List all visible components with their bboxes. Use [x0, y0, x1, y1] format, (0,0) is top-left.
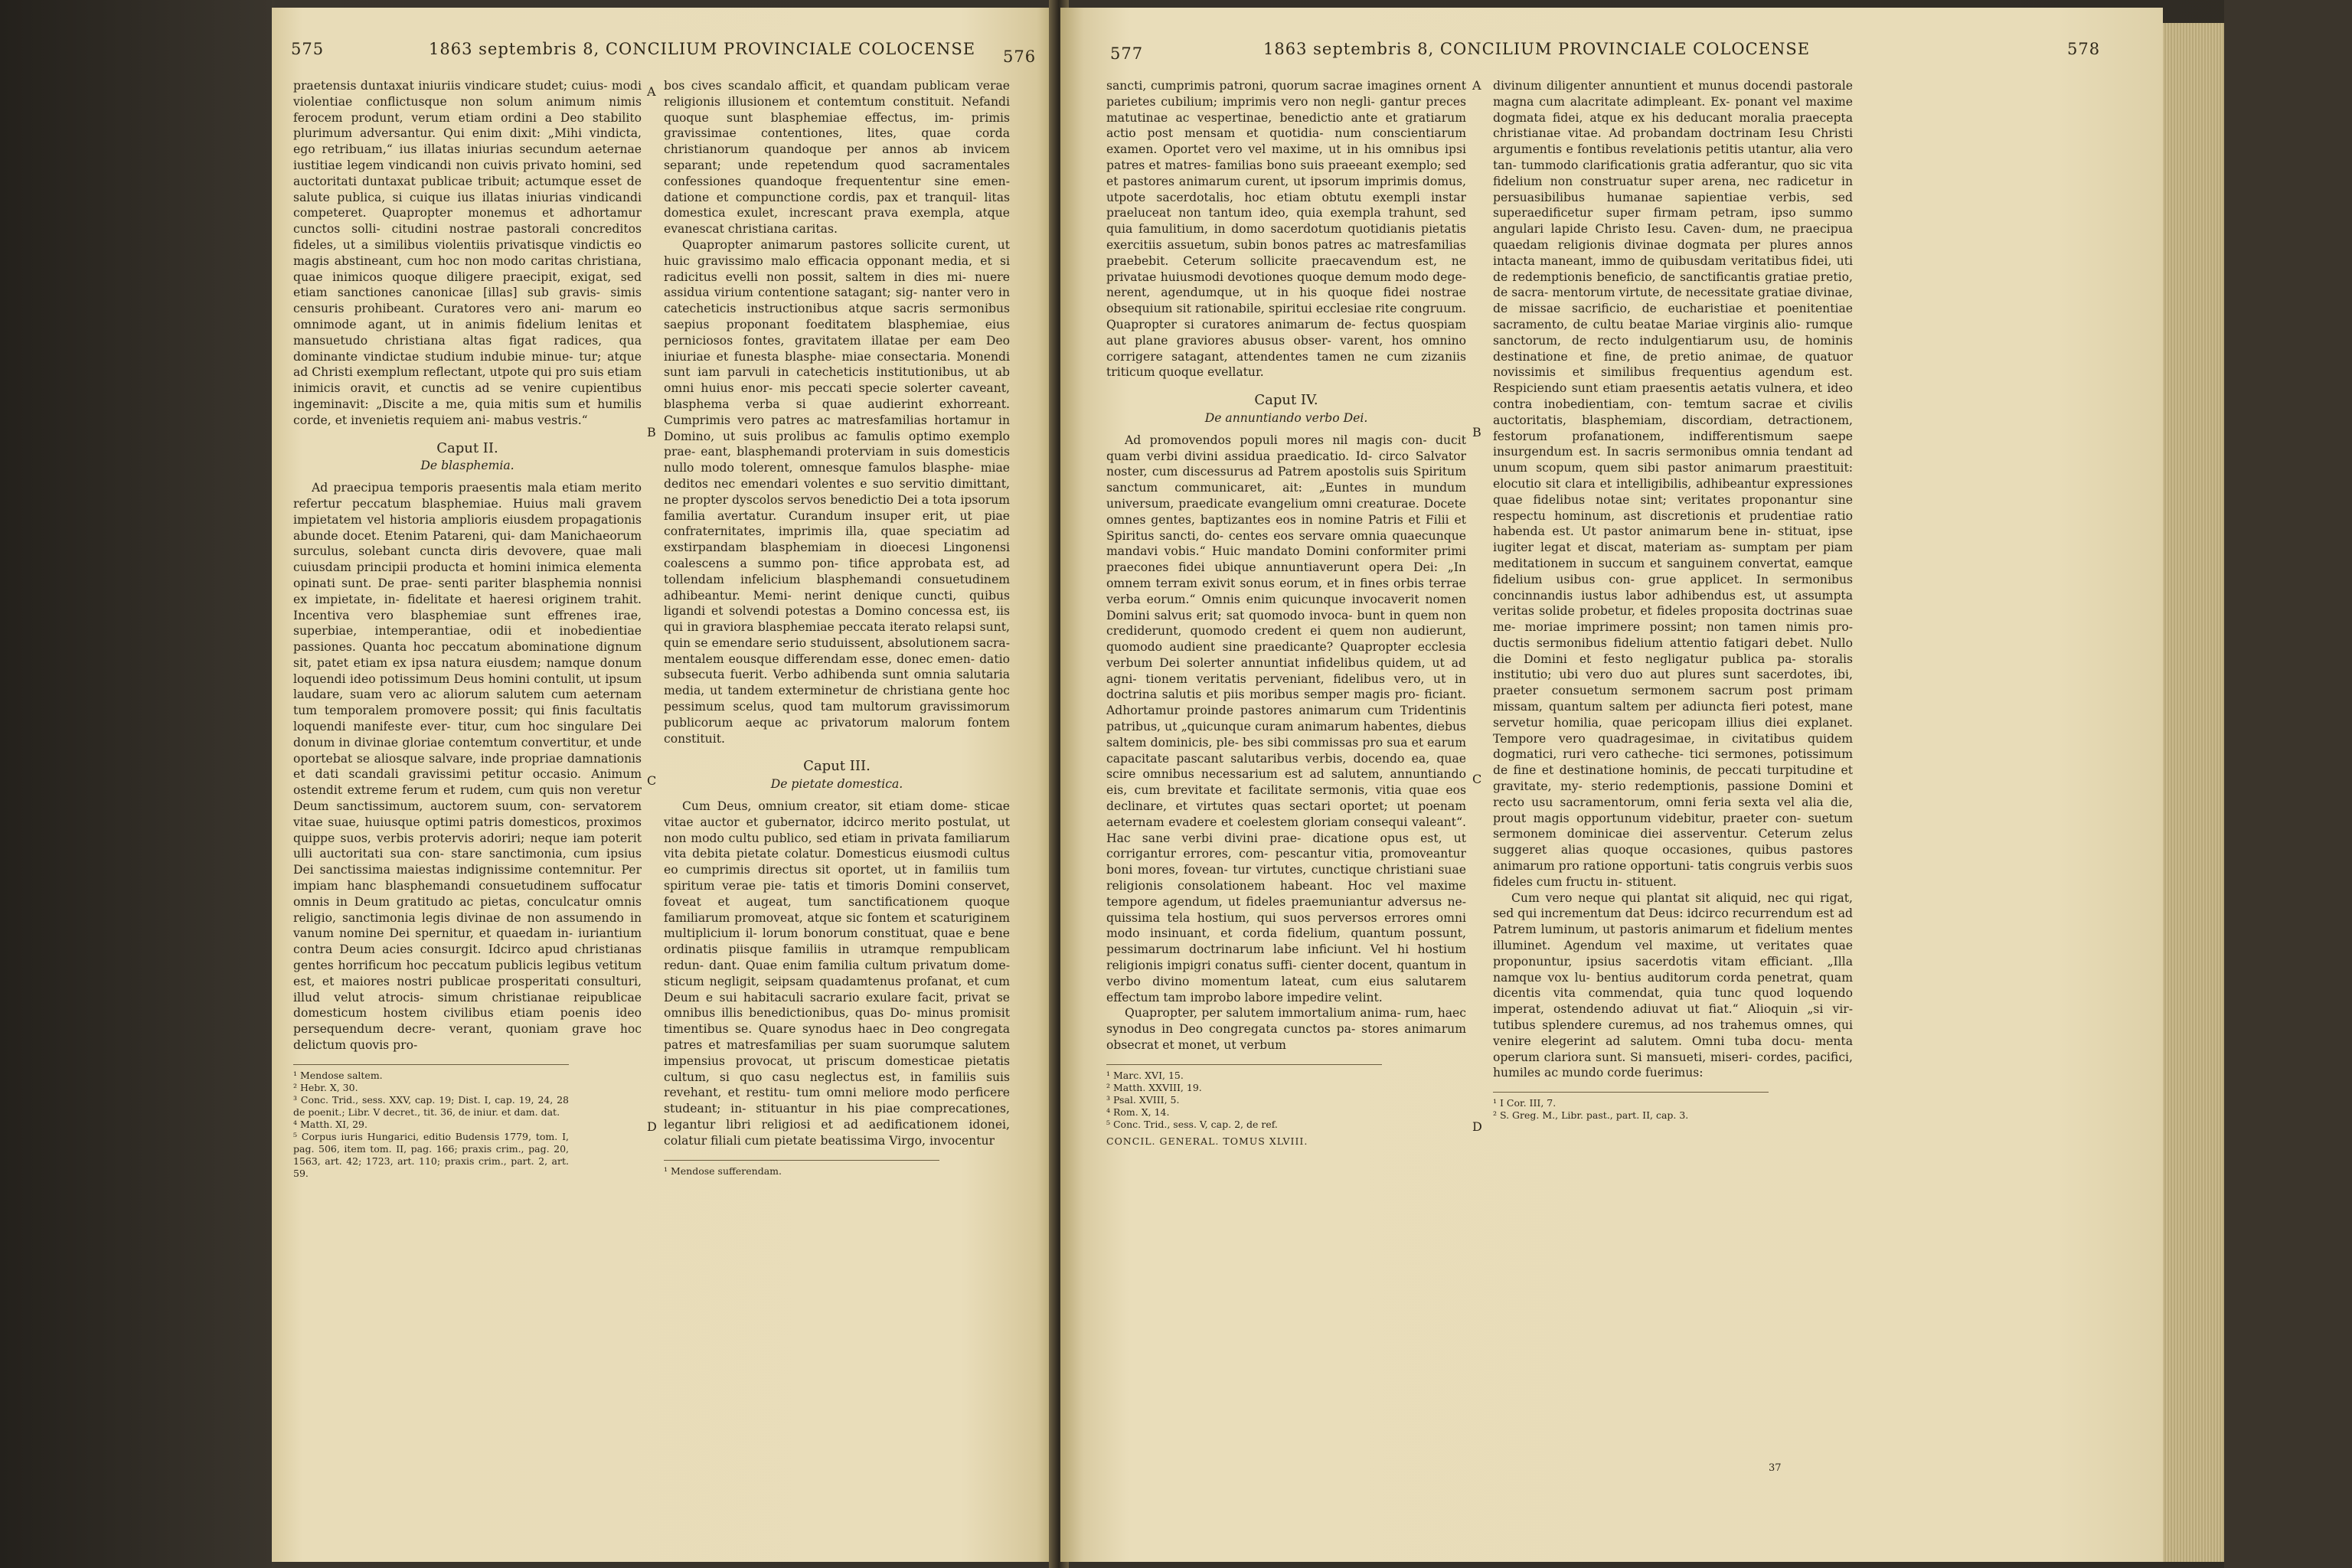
footnote: ¹ Mendose saltem.	[293, 1069, 383, 1081]
chapter-title: Caput III.	[803, 758, 871, 775]
paragraph: bos cives scandalo afficit, et quandam publicam verae religionis illusionem et contemtum constituit. Nefandi quoque sunt blasphemiae effectus, im- primis gravissimae contentiones, lites, quae corda christianorum quandoque per annos ab invicem separant; unde repetendum quod sacramentales confessiones quandoque frequententur sine emen- datione et compunctione cordis, pax et tranquil- litas domestica exulet, increscant prava exempla, atque evanescat christiana caritas.	[664, 79, 1010, 237]
footnote: ¹ Mendose sufferendam.	[664, 1165, 782, 1177]
running-header-right: 1863 septembris 8, CONCILIUM PROVINCIALE COLOCENSE	[1263, 40, 1811, 58]
paragraph: sancti, cumprimis patroni, quorum sacrae imagines ornent parietes cubilium; imprimis vero non negli- gantur preces matutinae ac vespertinae, benedictio ante et gratiarum actio post mensam et quotidia- num conscientiarum examen. Oportet vero vel maxime, ut in his omnibus ipsi patres et matres- familias bono suis praeeant exemplo; sed et pastores animarum curent, ut ipsorum imprimis domus, utpote sacerdotalis, hoc etiam obtutu exempli instar praeluceat non tantum ideo, quia exempla trahunt, sed quia famulitium, in domo sacerdotum quotidianis pietatis exercitiis assuetum, subin bonos patres ac matresfamilias praebebit. Ceterum sollicite praecavendum est, ne privatae huiusmodi devotiones quoque demum modo dege- nerent, agendumque, ut in his quoque fidei nostrae obsequium sit rationabile, spiritui ecclesiae rite congruum. Quapropter si curatores animarum de- fectus quospiam aut plane graviores abusus obser- varent, hos omnino corrigere satagant, attendentes tamen ne cum zizaniis triticum quoque evellatur.	[1106, 79, 1466, 380]
right-column-1	[1106, 78, 1466, 1148]
right-column-2	[1493, 78, 1853, 1122]
margin-letter-b: B	[1472, 425, 1481, 439]
page-right	[1060, 8, 2163, 1562]
footnote: ⁵ Conc. Trid., sess. V, cap. 2, de ref.	[1106, 1118, 1278, 1130]
footnote: ⁴ Matth. XI, 29.	[293, 1118, 368, 1130]
footnote: ¹ Marc. XVI, 15.	[1106, 1069, 1184, 1081]
footnote: ³ Psal. XVIII, 5.	[1106, 1093, 1180, 1106]
paragraph: praetensis duntaxat iniuriis vindicare studet; cuius- modi violentiae conflictusque non solum animum nimis ferocem produnt, verum etiam ordini a Deo stabilito plurimum adversantur. Qui enim dixit: „Mihi vindicta, ego retribuam,“ ius illatas iniurias secundum aeternae iustitiae legem vindicandi non cuivis privato homini, sed auctoritati duntaxat publicae tribuit; actumque esset de salute publica, si cuique ius illatas iniurias vindicandi competeret. Quapropter monemus et adhortamur cunctos solli- citudini nostrae pastorali concreditos fideles, ut a similibus violentiis privatisque vindictis eo magis abstineant, cum hoc non modo caritas christiana, quae inimicos quoque diligere praecipit, exigat, sed etiam sanctiones canonicae [illas] sub gravis- simis censuris prohibeant. Curatores vero ani- marum eo omnimode agant, ut in animis fidelium lenitas et mansuetudo christiana altas figat radices, qua dominante vindictae studium indubie minue- tur; atque ad Christi exemplum reflectant, utpote qui pro suis etiam inimicis oravit, et cunctis ad se venire cupientibus ingeminavit: „Discite a me, quia mitis sum et humilis corde, et invenietis requiem ani- mabus vestris.“	[293, 79, 642, 427]
margin-letter-b: B	[647, 425, 656, 439]
footnote: ⁴ Rom. X, 14.	[1106, 1106, 1170, 1118]
footnotes	[1106, 1064, 1382, 1148]
paragraph: Cum Deus, omnium creator, sit etiam dome- sticae vitae auctor et gubernator, idcirco merito postulat, ut non modo cultu publico, sed etiam in privata familiarum vita debita pietate colatur. Domesticus eiusmodi cultus eo cumprimis directus sit oportet, ut in familiis tum spiritum verae pie- tatis et timoris Domini conservet, foveat et augeat, tum sanctificationem quoque familiarum promoveat, atque sic fontem et scaturiginem multiplicium il- lorum bonorum constituat, quae e bene ordinatis piisque familiis in utramque rempublicam redun- dant. Quae enim familia cultum privatum dome- sticum negligit, seipsam quadamtenus profanat, et cum Deum e sui habitaculi sacrario exulare facit, privat se omnibus illis benedictionibus, quas Do- minus promisit timentibus se. Quare synodus haec in Deo congregata patres et matresfamilias per suam suorumque salutem impensius provocat, ut priscum domesticae pietatis cultum, si quo casu neglectus est, in familiis suis revehant, et restitu- tum omni meliore modo perficere studeant; in- stituantur in his piae comprecationes, legantur libri religiosi et ad aedificationem idonei, colatur filiali cum pietate beatissima Virgo, invocentur	[664, 799, 1010, 1148]
page-number-576: 576	[1003, 47, 1037, 66]
chapter-title: Caput II.	[436, 439, 498, 456]
running-header-left: 1863 septembris 8, CONCILIUM PROVINCIALE COLOCENSE	[429, 40, 976, 58]
paragraph: divinum diligenter annuntient et munus docendi pastorale magna cum alacritate adimpleant. Ex- ponant vel maxime dogmata fidei, atque ex his deducant moralia praecepta christianae vitae. Ad probandam doctrinam Iesu Christi argumentis e fontibus revelationis petitis utantur, alia vero tan- tummodo clarificationis gratia adferantur, quo sic vita fidelium non construatur super arena, nec radicetur in persuasibilibus humanae sapientiae verbis, sed superaedificetur super firmam petram, ipso summo angulari lapide Christo Iesu. Caven- dum, ne praecipua quaedam religionis divinae dogmata per plures annos intacta maneant, immo de quibusdam veritatibus fidei, uti de redemptionis beneficio, de sanctificantis gratiae pretio, de sacra- mentorum virtute, de necessitate gratiae divinae, de missae sacrificio, de eucharistiae et poenitentiae sacramento, de cultu beatae Mariae virginis alio- rumque sanctorum, de recto indulgentiarum usu, de hominis destinatione et fine, de pretio animae, de quatuor novissimis et similibus frequentius agendum est. Respiciendo sunt etiam praesentis aetatis vulnera, et ideo contra inobedientiam, con- temtum sacrae et civilis auctoritatis, blasphemiam, discordiam, detractionem, festorum profanationem, indifferentismum saepe insurgendum est. In sacris sermonibus omnia tendant ad unum scopum, quem sibi pastor animarum praestituit: elocutio sit clara et intelligibilis, adhibeantur expressiones quae fidelibus notae sint; veritates proponantur sine respectu hominum, ast discretionis et prudentiae ratio habenda est. Ut pastor animarum bene in- stituat, ipse iugiter legat et discat, materiam as- sumptam per piam meditationem in succum et sanguinem convertat, eamque fidelium usibus con- grue applicet. In sermonibus concinnandis iustus labor adhibendus est, ut assumpta veritas solide probetur, et fideles proposita doctrinas suae me- moriae imprimere possint; non tamen nimis pro- ductis sermonibus fidelium attentio fatigari debet. Nullo die Domini et festo negligatur publica pa- storalis institutio; ubi vero duo aut plures sunt sacerdotes, ibi, praeter consuetum sermonem sacrum post primam missam, quantum saltem per adiuncta fieri potest, mane servetur homilia, quae pericopam illius diei explanet. Tempore vero quadragesimae, in civitatibus quidem dogmatici, ruri vero catheche- tici sermones, potissimum de fine et destinatione hominis, de peccati turpitudine et gravitate, my- sterio redemptionis, passione Domini et recto usu sacramentorum, omni feria sexta vel alia die, prout magis opportunum videbitur, praeter con- suetum sermonem dominicae diei asserventur. Ceterum zelus suggeret alias quoque occasiones, quibus pastores animarum pro ratione opportuni- tatis congruis verbis suos fideles cum fructu in- stituent.	[1493, 79, 1853, 889]
chapter-subtitle: De pietate domestica.	[770, 777, 903, 792]
page-edges	[2163, 23, 2228, 1562]
footnote: ⁵ Corpus iuris Hungarici, editio Budensis 1779, tom. I, pag. 506, item tom. II, pag. 166; praxis crim., pag. 20, 1563, art. 42; 1723, art. 110; praxis crim., part. 2, art. 59.	[293, 1130, 569, 1179]
left-column-1	[293, 78, 642, 1180]
margin-letter-d: D	[1472, 1119, 1482, 1134]
paragraph: Quapropter, per salutem immortalium anima- rum, haec synodus in Deo congregata cunctos pa- stores animarum obsecrat et monet, ut verbum	[1106, 1006, 1466, 1053]
paragraph: Ad promovendos populi mores nil magis con- ducit quam verbi divini assidua praedicatio. Id- circo Salvator noster, cum discessurus ad Patrem apostolis suis Spiritum sanctum communicaret, ait: „Euntes in mundum universum, praedicate evangelium omni creaturae. Docete omnes gentes, baptizantes eos in nomine Patris et Filii et Spiritus sancti, do- centes eos servare omnia quaecunque mandavi vobis.“ Huic mandato Domini conformiter primi praecones fidei ubique annuntiaverunt opera Dei: „In omnem terram exivit sonus eorum, et in fines orbis terrae verba eorum.“ Omnis enim quicunque invocaverit nomen Domini salvus erit; sat quomodo invoca- bunt in quem non crediderunt, quomodo credent ei quem non audierunt, quomodo audient sine praedicante? Quapropter ecclesia verbum Dei solerter annuntiat infidelibus quidem, ut ad agni- tionem veritatis perveniant, fidelibus vero, ut in doctrina salutis et piis moribus semper magis pro- ficiant. Adhortamur proinde pastores animarum cum Tridentinis patribus, ut „quicunque curam animarum habentes, diebus saltem dominicis, ple- bes sibi commissas pro sua et earum capacitate pascant salutaribus verbis, docendo ea, quae scire omnibus necessarium est ad salutem, annuntiando eis, cum brevitate et facilitate sermonis, vitia quae eos declinare, et virtutes quas sectari oportet; ut poenam aeternam evadere et coelestem gloriam consequi valeant“. Hac sane verbi divini prae- dicatione opus est, ut corrigantur errores, com- pescantur vitia, promoveantur boni mores, fovean- tur virtutes, cunctique christiani suae religionis consolationem habeant. Hoc vel maxime tempore agendum, ut fideles praemuniantur adversus ne- quissima tela hostium, qui suos perversos errores omni modo insinuant, et corda fidelium, quantum possunt, pessimarum doctrinarum labe inficiunt. Vel hi hostium religionis impigri conatus suffi- cienter docent, quantum in verbo divino momentum lateat, cum eius salutarem effectum tam improbo labore impedire velint.	[1106, 433, 1466, 1004]
footnotes	[293, 1064, 569, 1180]
signature-line: CONCIL. GENERAL. TOMUS XLVIII.	[1106, 1135, 1308, 1147]
footnote: ³ Conc. Trid., sess. XXV, cap. 19; Dist. I, cap. 19, 24, 28 de poenit.; Libr. V decret., tit. 36, de iniur. et dam. dat.	[293, 1093, 569, 1118]
footnote: ¹ I Cor. III, 7.	[1493, 1097, 1557, 1109]
margin-letter-a: A	[647, 84, 656, 99]
footnote: ² S. Greg. M., Libr. past., part. II, cap. 3.	[1493, 1109, 1689, 1122]
footnote: ² Hebr. X, 30.	[293, 1081, 358, 1093]
chapter-title: Caput IV.	[1254, 392, 1318, 409]
sheet-number: 37	[1769, 1462, 1782, 1474]
footnotes	[1493, 1092, 1769, 1122]
footnotes	[664, 1160, 939, 1178]
margin-letter-a: A	[1472, 78, 1481, 93]
page-number-578: 578	[2067, 40, 2101, 58]
margin-letter-d: D	[647, 1119, 657, 1134]
paragraph: Quapropter animarum pastores sollicite curent, ut huic gravissimo malo efficacia opponant media, et si radicitus evelli non possit, saltem in dies mi- nuere assidua virium contentione satagant; sig- nanter vero in catecheticis instructionibus atque sacris sermonibus saepius proponant foeditatem blasphemiae, eius perniciosos fontes, gravitatem illatae per eam Deo iniuriae et funesta blasphe- miae consectaria. Monendi sunt iam parvuli in catecheticis institutionibus, ut ab omni huius enor- mis peccati specie solerter caveant, blasphema verba si quae audierint exhorreant. Cumprimis vero patres ac matresfamilias hortamur in Domino, ut suis prolibus ac famulis optimo exemplo prae- eant, blasphemandi proterviam in suis domesticis nullo modo tolerent, omnesque famulos blasphe- miae deditos nec emendari volentes e suo servitio dimittant, ne propter dyscolos servos benedictio Dei a tota ipsorum familia avertatur. Curandum insuper erit, ut piae confraternitates, imprimis illa, quae speciatim ad exstirpandam blasphemiam in dioecesi Lingonensi coalescens a summo pon- tifice approbata est, ad tollendam infelicium blasphemandi consuetudinem adhibeantur. Memi- nerint denique cuncti, quibus ligandi et solvendi potestas a Domino concessa est, iis qui in graviora blasphemiae peccata iterato relapsi sunt, quin se emendare serio studuissent, absolutionem sacra- mentalem eousque differendam esse, donec emen- datio subsecuta fuerit. Verbo adhibenda sunt omnia salutaria media, ut tandem exterminetur de christiana gente hoc pessimum scelus, quod tam multorum gravissimorum publicorum aeque ac privatorum malorum fontem constituit.	[664, 237, 1010, 746]
page-left	[272, 8, 1053, 1562]
chapter-subtitle: De blasphemia.	[420, 459, 514, 473]
page-number-577: 577	[1110, 44, 1144, 63]
book-cover	[2224, 0, 2352, 1568]
page-number-575: 575	[291, 40, 325, 58]
footnote: ² Matth. XXVIII, 19.	[1106, 1081, 1202, 1093]
paragraph: Ad praecipua temporis praesentis mala etiam merito refertur peccatum blasphemiae. Huius mali gravem impietatem vel historia amplioris eiusdem propagationis abunde docet. Etenim Patareni, qui- dam Manichaeorum surculus, solebant cuncta diris devovere, quae mali cuiusdam principii producta et homini inimica elementa opinati sunt. De prae- senti pariter blasphemia nonnisi ex impietate, in- fidelitate et haeresi originem trahit. Incentiva vero blasphemiae sunt effrenes irae, superbiae, intemperantiae, odii et inobedientiae passiones. Quanta hoc peccatum abominatione dignum sit, patet etiam ex ipsa natura eiusdem; namque donum loquendi ideo potissimum Deus homini contulit, ut ipsum laudare, suam vero ac aliorum salutem cum aeternam tum temporalem promovere possit; qui finis facultatis loquendi manifeste ever- titur, cum hoc singulare Dei donum in divinae gloriae contemtum convertitur, et unde oportebat se aliosque salvare, inde propriae damnationis et dati scandali gravissimi petitur occasio. Animum ostendit extreme ferum et rudem, cum quis non veretur Deum sanctissimum, auctorem suum, con- servatorem vitae suae, huiusque optimi patris domesticos, proximos quippe suos, verbis protervis adoriri; neque iam poterit ulli auctoritati sua con- stare sanctimonia, cum ipsius Dei sanctissima maiestas indignissime contemnitur. Per impiam hanc blasphemandi consuetudinem suffocatur omnis in Deum gratitudo ac pietas, conculcatur omnis religio, sanctimonia legis divinae de non assumendo in vanum nomine Dei spernitur, et quaedam in- iuriantium contra Deum acies consurgit. Idcirco apud christianas gentes horrificum hoc peccatum publicis legibus vetitum est, et maiores nostri publicae prosperitati consulturi, illud velut atrocis- simum christianae reipublicae domesticum hostem civilibus etiam poenis ideo persequendum decre- verant, quoniam grave hoc delictum quovis pro-	[293, 481, 642, 1053]
paragraph: Cum vero neque qui plantat sit aliquid, nec qui rigat, sed qui incrementum dat Deus: idcirco recurrendum est ad Patrem luminum, ut pastoris animarum et fidelium mentes illuminet. Agendum vel maxime, ut veritates quae proponuntur, ipsius sacerdotis vitam efficiant. „Illa namque vox lu- bentius auditorum corda penetrat, quam dicentis vita commendat, quia tunc quod loquendo imperat, ostendendo adiuvat ut fiat.“ Alioquin „si vir- tutibus splendere curemus, ad nos trahemus omnes, qui venire elegerint ad salutem. Omni tuba docu- menta operum clariora sunt. Si mansueti, miseri- cordes, pacifici, humiles ac mundo corde fuerimus:	[1493, 890, 1853, 1080]
left-column-2	[664, 78, 1010, 1178]
background-left	[0, 0, 272, 1568]
margin-letter-c: C	[1472, 772, 1482, 786]
chapter-subtitle: De annuntiando verbo Dei.	[1204, 410, 1368, 425]
margin-letter-c: C	[647, 773, 657, 788]
